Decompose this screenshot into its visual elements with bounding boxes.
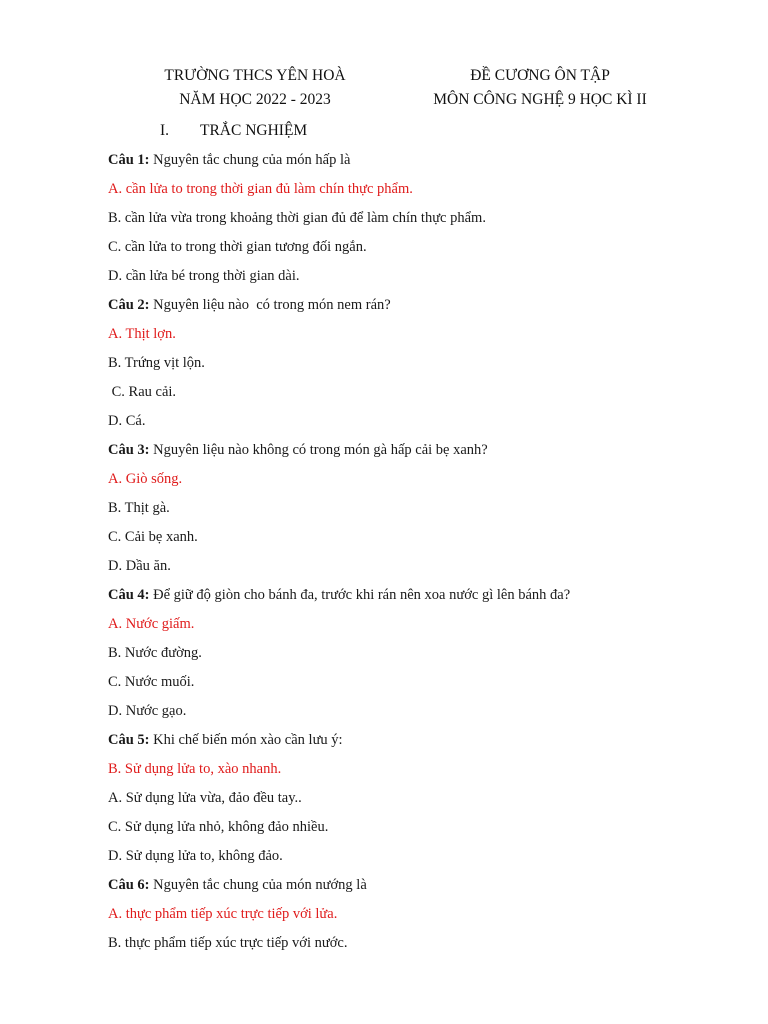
question-label: Câu 1: <box>108 152 150 168</box>
answer-option-correct: A. cần lửa to trong thời gian đủ làm chín thực phẩm. <box>108 181 413 197</box>
answer-option: C. cần lửa to trong thời gian tương đối ngắn. <box>108 239 367 255</box>
answer-option: C. Sử dụng lửa nhỏ, không đảo nhiều. <box>108 819 329 835</box>
question-label: Câu 4: <box>108 587 150 603</box>
question-label: Câu 3: <box>108 442 150 458</box>
question-label: Câu 6: <box>108 877 150 893</box>
answer-option: B. thực phẩm tiếp xúc trực tiếp với nước. <box>108 935 348 951</box>
question-label: Câu 2: <box>108 297 150 313</box>
question-text: Nguyên liệu nào có trong món nem rán? <box>149 297 391 313</box>
answer-option-correct: A. thực phẩm tiếp xúc trực tiếp với lửa. <box>108 906 338 922</box>
answer-option: B. Nước đường. <box>108 645 202 661</box>
answer-option: A. Sử dụng lửa vừa, đảo đều tay.. <box>108 790 302 806</box>
school-name: TRƯỜNG THCS YÊN HOÀ <box>164 67 346 84</box>
answer-option: B. Trứng vịt lộn. <box>108 355 205 371</box>
answer-option: D. Cá. <box>108 413 146 429</box>
question-2 <box>108 291 728 320</box>
answer-option: C. Rau cải. <box>108 384 177 400</box>
question-list <box>108 146 728 958</box>
answer-option: D. cần lửa bé trong thời gian dài. <box>108 268 300 284</box>
answer-option: D. Nước gạo. <box>108 703 187 719</box>
section-heading <box>160 119 307 143</box>
section-number: I. <box>160 122 170 139</box>
question-text: Nguyên tắc chung của món hấp là <box>149 152 351 168</box>
answer-option-correct: A. Nước giấm. <box>108 616 195 632</box>
answer-option: D. Dầu ăn. <box>108 558 171 574</box>
header-school-block <box>130 64 380 112</box>
answer-option-correct: A. Thịt lợn. <box>108 326 176 342</box>
question-6 <box>108 871 728 900</box>
question-1 <box>108 146 728 175</box>
question-text: Để giữ độ giòn cho bánh đa, trước khi rán nên xoa nước gì lên bánh đa? <box>149 587 571 603</box>
answer-option-correct: B. Sử dụng lửa to, xào nhanh. <box>108 761 282 777</box>
answer-option: B. cần lửa vừa trong khoảng thời gian đủ để làm chín thực phẩm. <box>108 210 486 226</box>
question-text: Nguyên liệu nào không có trong món gà hấp cải bẹ xanh? <box>149 442 488 458</box>
question-3 <box>108 436 728 465</box>
section-title: TRẮC NGHIỆM <box>200 122 308 139</box>
school-year: NĂM HỌC 2022 - 2023 <box>179 91 331 108</box>
document-title: ĐỀ CƯƠNG ÔN TẬP <box>470 67 610 84</box>
question-text: Nguyên tắc chung của món nướng là <box>149 877 367 893</box>
question-5 <box>108 726 728 755</box>
answer-option-correct: A. Giò sống. <box>108 471 183 487</box>
answer-option: D. Sử dụng lửa to, không đảo. <box>108 848 283 864</box>
header-title-block <box>410 64 670 112</box>
answer-option: C. Nước muối. <box>108 674 195 690</box>
answer-option: C. Cải bẹ xanh. <box>108 529 198 545</box>
answer-option: B. Thịt gà. <box>108 500 170 516</box>
question-text: Khi chế biến món xào cần lưu ý: <box>149 732 343 748</box>
question-label: Câu 5: <box>108 732 150 748</box>
subject-title: MÔN CÔNG NGHỆ 9 HỌC KÌ II <box>433 91 647 108</box>
question-4 <box>108 581 728 610</box>
